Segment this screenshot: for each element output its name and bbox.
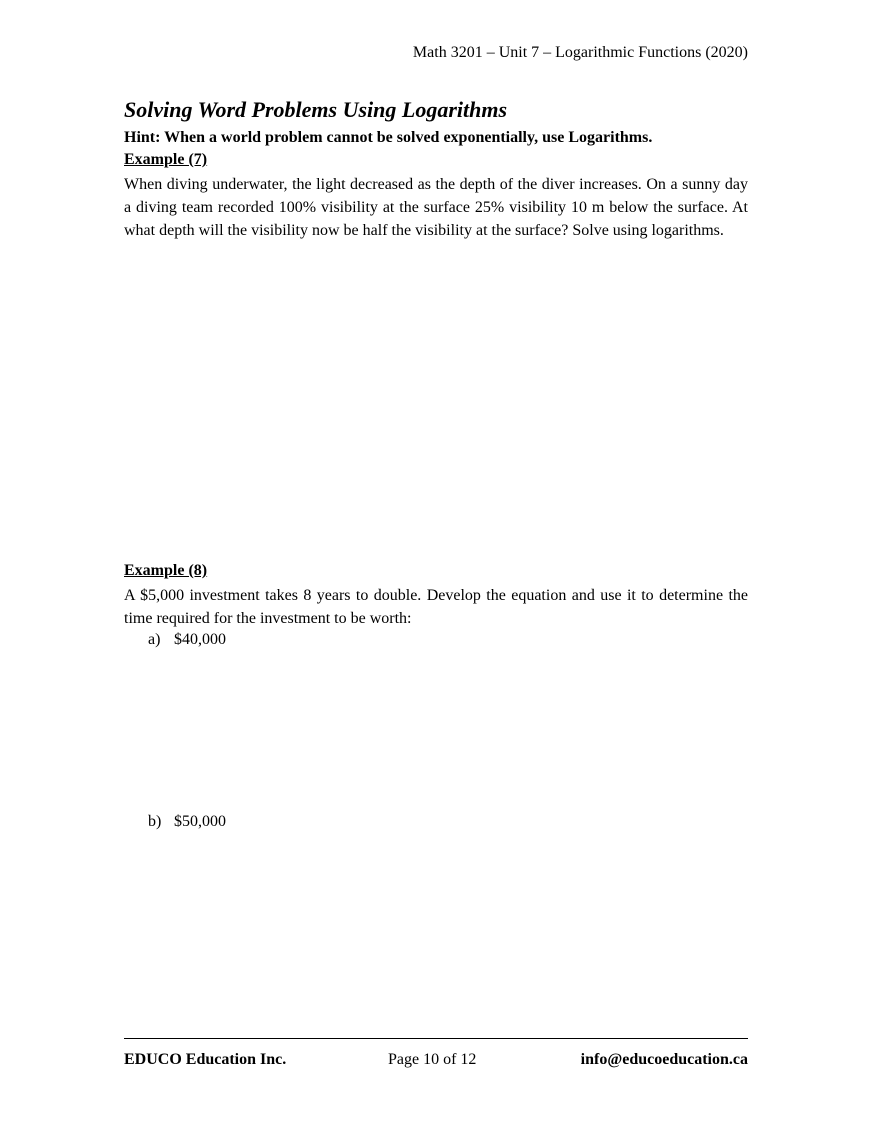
example-7-text: When diving underwater, the light decreased as the depth of the diver increases. On a sunny day a diving team recorded 100% visibility at the surface 25% visibility 10 m below the surface. At what depth will the visibility now be half the visibility at the surface? Solve using logarithms. [124,176,748,239]
page-header: Math 3201 – Unit 7 – Logarithmic Functions (2020) [412,44,748,61]
footer-divider [124,1038,748,1039]
example-8-part-b [148,813,226,831]
part-value: $40,000 [174,631,226,648]
example-8-part-a [148,631,226,649]
footer-company: EDUCO Education Inc. [124,1051,287,1068]
example-7-heading: Example (7) [124,151,208,168]
part-value: $50,000 [174,813,226,830]
footer-email: info@educoeducation.ca [580,1051,748,1068]
section-title: Solving Word Problems Using Logarithms [124,97,508,122]
part-label: a) [148,631,161,648]
example-8-heading: Example (8) [124,562,208,579]
hint-text: Hint: When a world problem cannot be solved exponentially, use Logarithms. [124,129,653,146]
part-label: b) [148,813,162,830]
example-8-text: A $5,000 investment takes 8 years to double. Develop the equation and use it to determine the time required for the investment to be worth: [124,587,748,627]
footer-page-number: Page 10 of 12 [388,1051,477,1068]
